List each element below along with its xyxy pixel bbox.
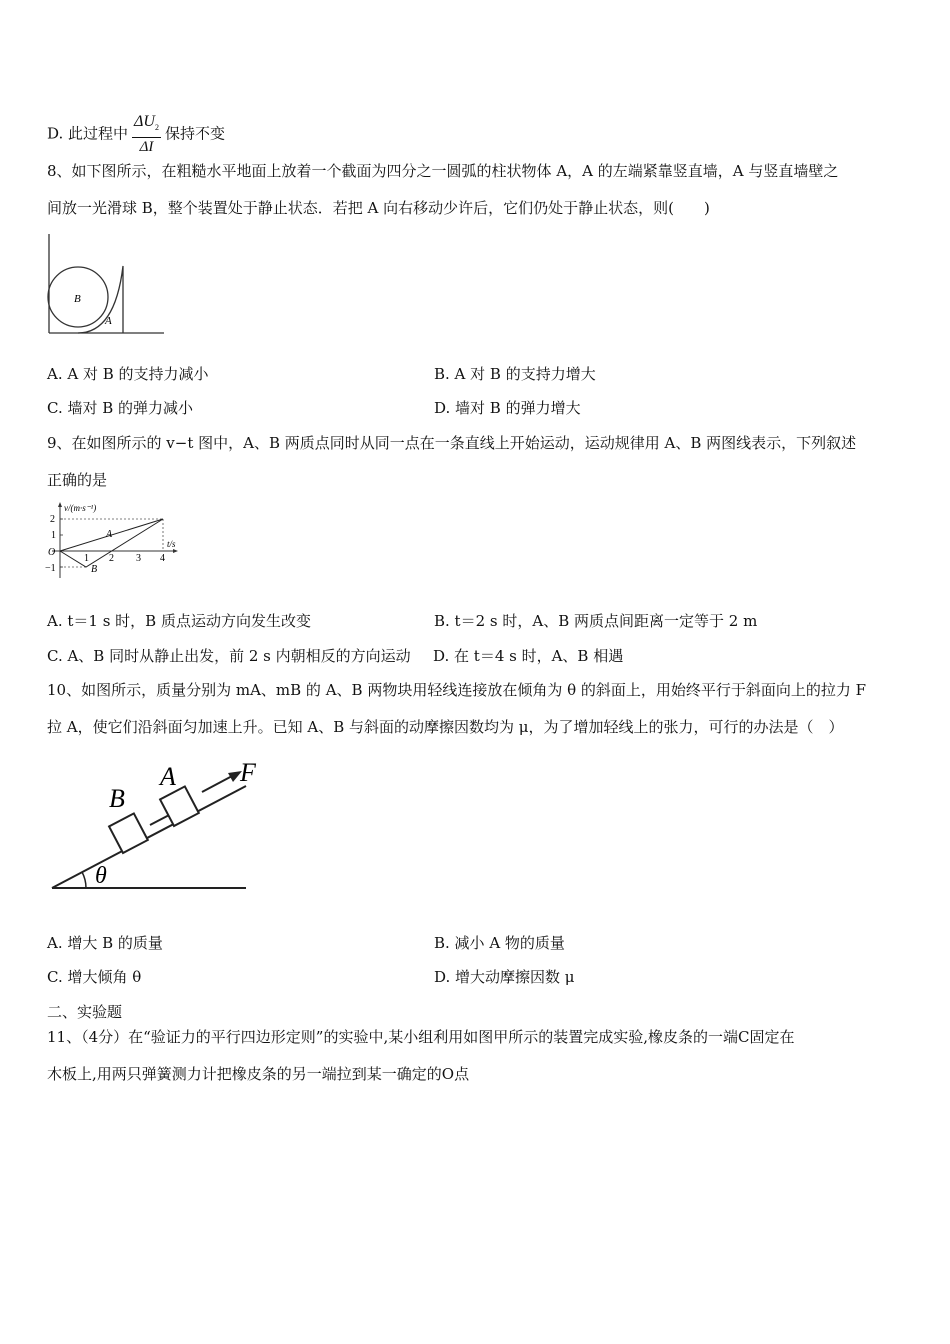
svg-text:1: 1 <box>51 530 56 541</box>
label-b: B <box>109 784 125 813</box>
incline-line <box>52 786 246 888</box>
block-b <box>109 813 148 853</box>
q11-stem-line-1: 11、（4分）在“验证力的平行四边形定则”的实验中,某小组利用如图甲所示的装置完成实验,橡皮条的一端C固定在 <box>47 1028 795 1046</box>
q10-option-d[interactable]: D. 增大动摩擦因数 μ <box>434 968 575 986</box>
q9-option-a[interactable]: A. t＝1 s 时，B 质点运动方向发生改变 <box>47 612 311 630</box>
q8-stem-line-2: 间放一光滑球 B，整个装置处于静止状态．若把 A 向右移动少许后，它们仍处于静止状态，则( ) <box>47 199 710 217</box>
force-arrow <box>202 775 234 792</box>
svg-text:2: 2 <box>109 553 114 564</box>
q9-option-d[interactable]: D. 在 t＝4 s 时，A、B 相遇 <box>433 647 624 665</box>
svg-text:4: 4 <box>160 553 165 564</box>
svg-text:−1: −1 <box>45 563 56 574</box>
q8-option-c[interactable]: C. 墙对 B 的弹力减小 <box>47 399 194 417</box>
v-axis-arrow <box>58 502 62 507</box>
q8-option-a[interactable]: A. A 对 B 的支持力减小 <box>47 365 209 383</box>
q10-option-b[interactable]: B. 减小 A 物的质量 <box>434 934 565 952</box>
svg-text:1: 1 <box>84 553 89 564</box>
svg-text:O: O <box>48 547 56 558</box>
fig-label-b: B <box>74 293 81 305</box>
q8-option-b[interactable]: B. A 对 B 的支持力增大 <box>434 365 596 383</box>
quarter-arc-body-a <box>78 266 123 333</box>
q8-stem-line-1: 8、如下图所示，在粗糙水平地面上放着一个截面为四分之一圆弧的柱状物体 A，A 的左端紧靠竖直墙，A 与竖直墙壁之 <box>47 162 839 180</box>
q10-stem-line-2: 拉 A，使它们沿斜面匀加速上升。已知 A、B 与斜面的动摩擦因数均为 μ，为了增加轻线上的张力，可行的办法是（ ） <box>47 718 844 736</box>
q9-vt-graph <box>44 500 184 582</box>
q7-option-d-prefix: D. 此过程中 <box>47 124 129 143</box>
q9-option-b[interactable]: B. t＝2 s 时，A、B 两质点间距离一定等于 2 m <box>434 612 758 630</box>
curve-label-b: B <box>91 564 98 575</box>
q9-stem-line-2: 正确的是 <box>47 471 108 489</box>
q9-option-c[interactable]: C. A、B 同时从静止出发，前 2 s 内朝相反的方向运动 <box>47 647 411 665</box>
curve-label-a: A <box>106 529 113 540</box>
label-a: A <box>160 762 176 791</box>
q10-option-c[interactable]: C. 增大倾角 θ <box>47 968 142 986</box>
q7-option-d <box>47 113 225 156</box>
label-f: F <box>240 758 256 787</box>
svg-text:3: 3 <box>136 553 141 564</box>
svg-text:t/s: t/s <box>167 539 176 549</box>
q8-figure <box>45 232 167 336</box>
section-title: 二、实验题 <box>47 1003 123 1021</box>
svg-text:2: 2 <box>50 514 55 525</box>
fig-label-a: A <box>105 315 112 327</box>
q11-stem-line-2: 木板上,用两只弹簧测力计把橡皮条的另一端拉到某一确定的O点 <box>47 1065 470 1083</box>
q7-option-d-suffix: 保持不变 <box>164 124 225 143</box>
q10-incline-figure <box>50 755 265 895</box>
q10-stem-line-1: 10、如图所示，质量分别为 mA、mB 的 A、B 两物块用轻线连接放在倾角为 θ 的斜面上，用始终平行于斜面向上的拉力 F <box>47 681 867 699</box>
q9-stem-line-1: 9、在如图所示的 v−t 图中，A、B 两质点同时从同一点在一条直线上开始运动，运动规律用 A、B 两图线表示，下列叙述 <box>47 434 857 452</box>
t-axis-arrow <box>173 549 178 553</box>
angle-arc <box>82 872 86 888</box>
delta-u-over-delta-i-fraction: $\frac{\Delta U_2}{\Delta I}$ <box>134 113 159 156</box>
q8-option-d[interactable]: D. 墙对 B 的弹力增大 <box>434 399 581 417</box>
q10-option-a[interactable]: A. 增大 B 的质量 <box>47 934 163 952</box>
svg-text:v/(m·s⁻¹): v/(m·s⁻¹) <box>64 503 97 513</box>
block-a <box>160 786 199 826</box>
theta-label: θ <box>95 863 107 889</box>
